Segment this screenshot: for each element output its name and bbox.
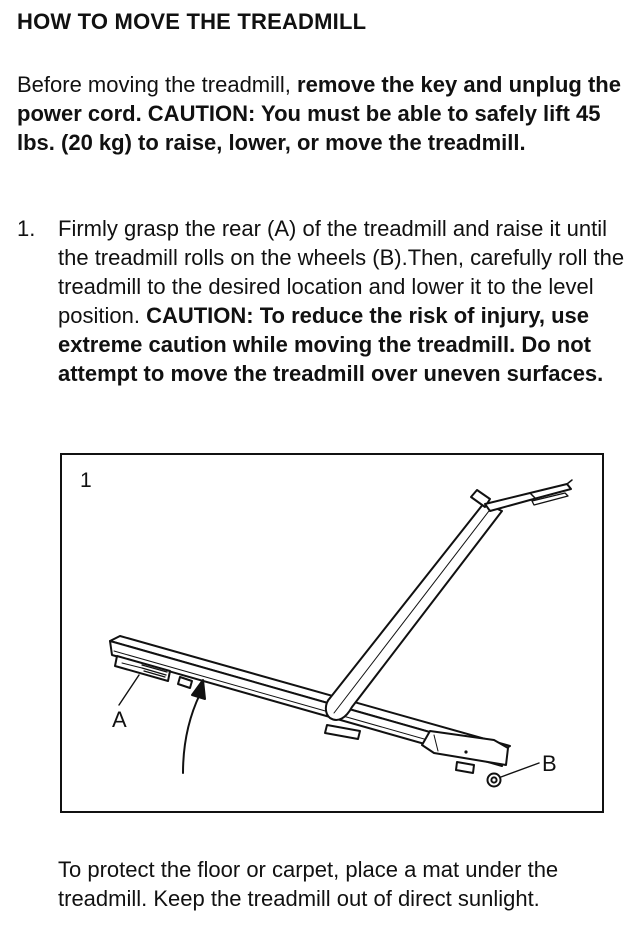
step-1 (17, 214, 627, 388)
intro-plain-text: Before moving the treadmill, (17, 72, 298, 97)
label-b-wheels: B (542, 751, 557, 776)
step-text (58, 214, 627, 388)
treadmill-illustration (62, 455, 604, 813)
step-plain-text: Firmly grasp the rear (A) of the treadmill and raise it until the treadmill rolls on the wheels (B).Then, carefully roll the treadmill to the desired location and lower it to the level position. (58, 216, 625, 328)
intro-caution-text: remove the key and unplug the power cord. CAUTION: You must be able to safely lift 45 lbs. (20 kg) to raise, lower, or move the treadmill. (17, 72, 621, 155)
label-a-rear: A (112, 707, 127, 732)
figure-1 (60, 453, 604, 813)
intro-paragraph (17, 70, 627, 157)
figure-number: 1 (80, 469, 92, 492)
closing-paragraph: To protect the floor or carpet, place a mat under the treadmill. Keep the treadmill out of direct sunlight. (58, 857, 559, 911)
step-number: 1. (17, 216, 36, 241)
step-caution-text: CAUTION: To reduce the risk of injury, use extreme caution while moving the treadmill. Do not attempt to move the treadmill over uneven surfaces. (58, 303, 604, 386)
page-title: HOW TO MOVE THE TREADMILL (17, 9, 367, 34)
